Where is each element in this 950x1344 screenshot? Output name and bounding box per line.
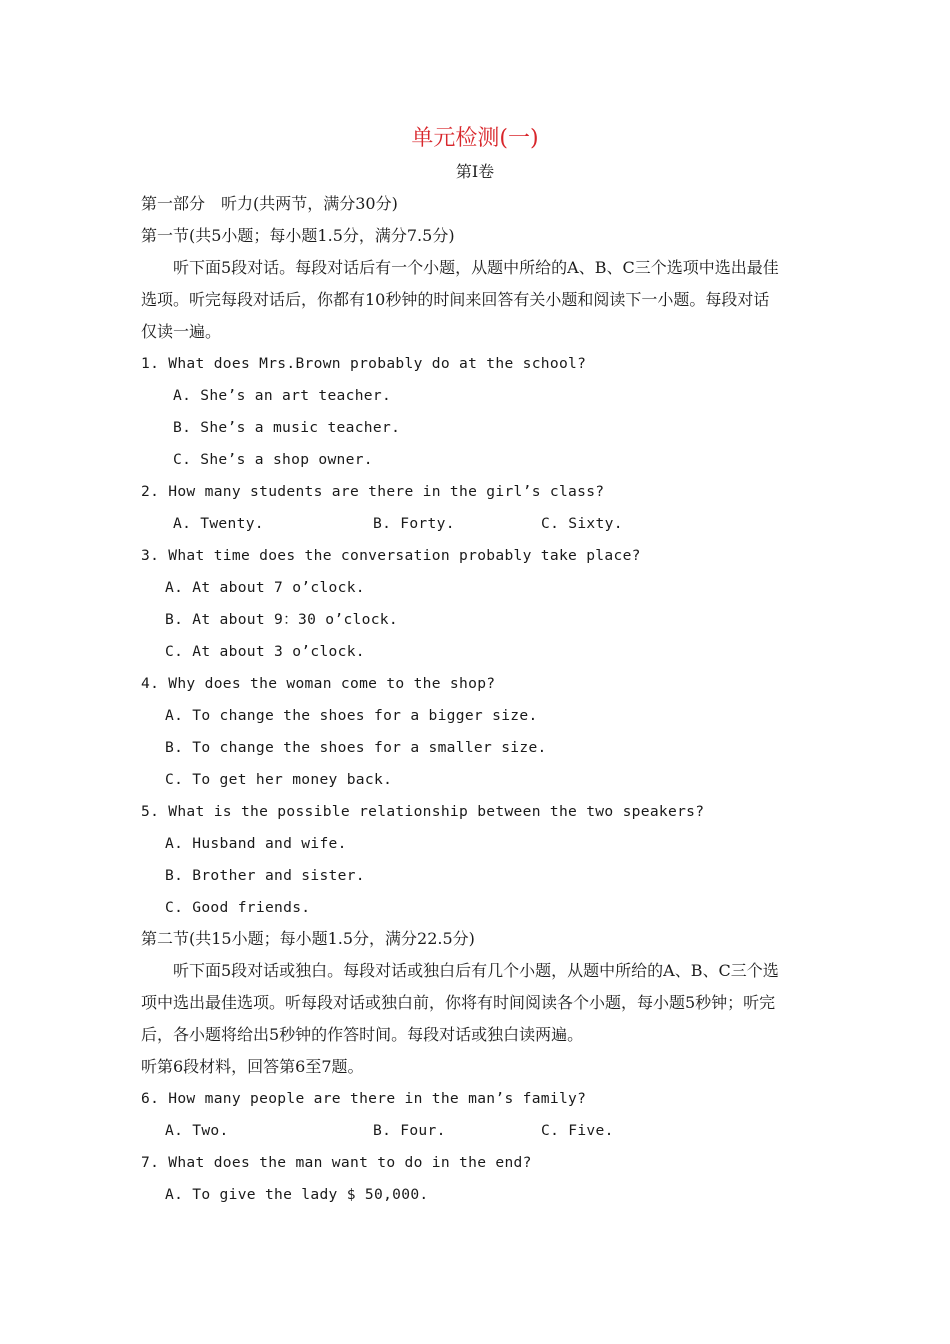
question-2-stem: 2. How many students are there in the girl’s class? [141,483,605,500]
question-3-stem: 3. What time does the conversation probably take place? [141,547,641,564]
question-4-option-c: C. To get her money back. [165,771,393,788]
section2-instruction-line1: 听下面5段对话或独白。每段对话或独白后有几个小题，从题中所给的A、B、C三个选 [173,961,779,980]
question-2-option-c: C. Sixty. [541,515,623,532]
question-5-option-b: B. Brother and sister. [165,867,365,884]
question-6-stem: 6. How many people are there in the man’s family? [141,1090,587,1107]
question-1-stem: 1. What does Mrs.Brown probably do at the school? [141,355,587,372]
question-1-option-b: B. She’s a music teacher. [173,419,401,436]
question-2-option-a: A. Twenty. [173,515,264,532]
question-4-option-a: A. To change the shoes for a bigger size. [165,707,538,724]
question-3-option-c: C. At about 3 o’clock. [165,643,365,660]
question-3-option-a: A. At about 7 o’clock. [165,579,365,596]
section1-instruction-line3: 仅读一遍。 [141,322,222,341]
page-title: 单元检测(一) [411,126,539,151]
question-5-stem: 5. What is the possible relationship between the two speakers? [141,803,705,820]
question-6-option-b: B. Four. [373,1122,446,1139]
section1-instruction-line1: 听下面5段对话。每段对话后有一个小题，从题中所给的A、B、C三个选项中选出最佳 [173,258,779,277]
question-4-stem: 4. Why does the woman come to the shop? [141,675,496,692]
part1-heading: 第一部分 听力(共两节，满分30分) [141,194,398,213]
question-2-option-b: B. Forty. [373,515,455,532]
question-1-option-c: C. She’s a shop owner. [173,451,373,468]
question-7-option-a: A. To give the lady $ 50,000. [165,1186,429,1203]
question-7-stem: 7. What does the man want to do in the end? [141,1154,532,1171]
material-6-heading: 听第6段材料，回答第6至7题。 [141,1057,364,1076]
question-5-option-a: A. Husband and wife. [165,835,347,852]
section1-instruction-line2: 选项。听完每段对话后，你都有10秒钟的时间来回答有关小题和阅读下一小题。每段对话 [141,290,770,309]
question-6-option-c: C. Five. [541,1122,614,1139]
question-5-option-c: C. Good friends. [165,899,311,916]
volume-subtitle: 第Ⅰ卷 [455,162,495,181]
question-6-option-a: A. Two. [165,1122,229,1139]
question-1-option-a: A. She’s an art teacher. [173,387,392,404]
section2-instruction-line3: 后，各小题将给出5秒钟的作答时间。每段对话或独白读两遍。 [141,1025,584,1044]
section2-heading: 第二节(共15小题；每小题1.5分，满分22.5分) [141,929,475,948]
question-4-option-b: B. To change the shoes for a smaller size. [165,739,547,756]
question-3-option-b: B. At about 9：30 o’clock. [165,611,398,628]
section2-instruction-line2: 项中选出最佳选项。听每段对话或独白前，你将有时间阅读各个小题，每小题5秒钟；听完 [141,993,776,1012]
section1-heading: 第一节(共5小题；每小题1.5分，满分7.5分) [141,226,455,245]
